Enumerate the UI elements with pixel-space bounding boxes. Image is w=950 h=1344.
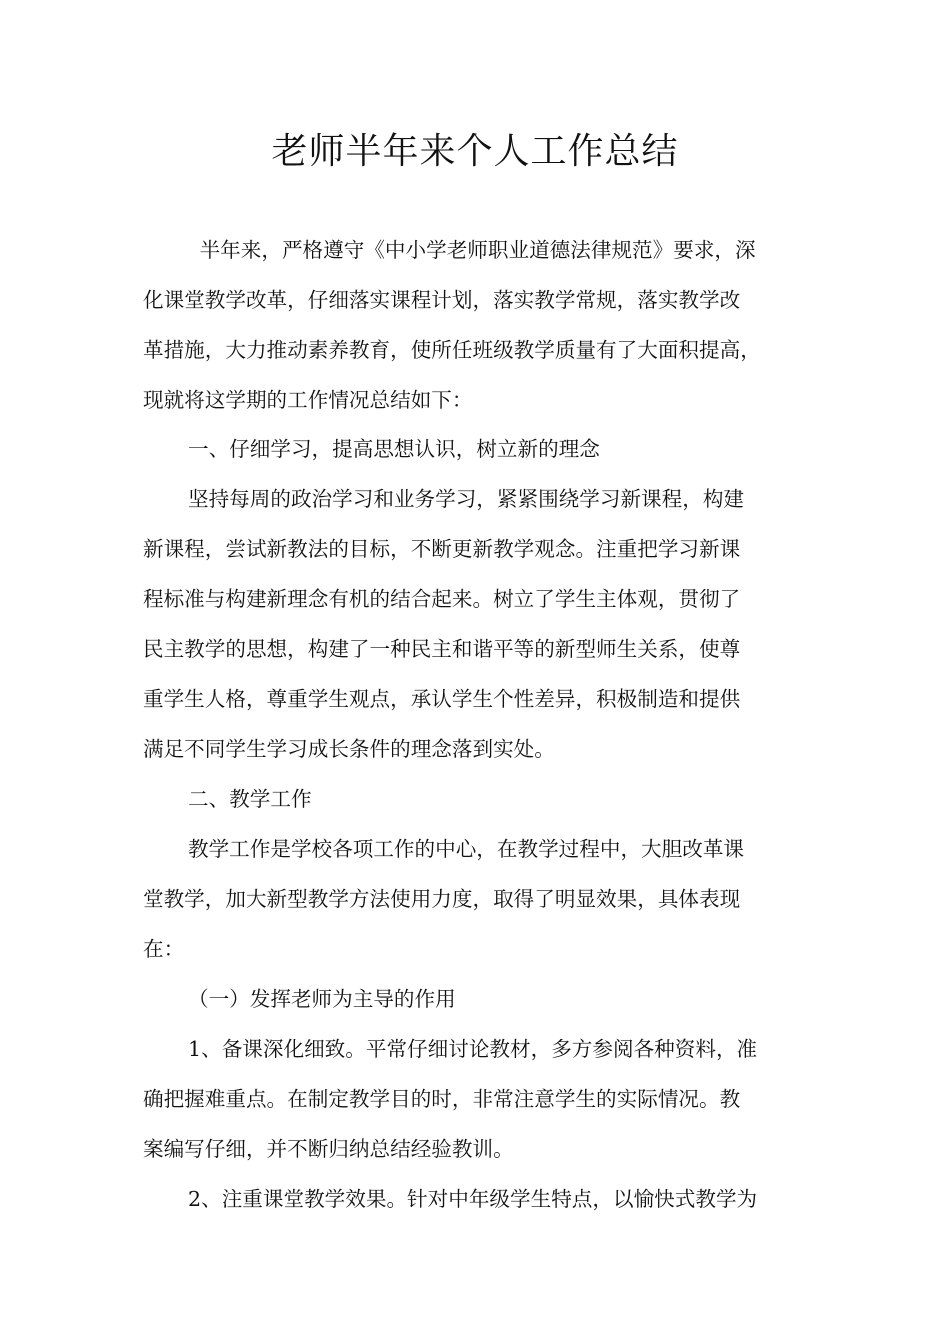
paragraph-line: 坚持每周的政治学习和业务学习，紧紧围绕学习新课程，构建 (188, 487, 745, 511)
paragraph-line: 革措施，大力推动素养教育，使所任班级教学质量有了大面积提高， (143, 338, 761, 362)
paragraph-line: 案编写仔细，并不断归纳总结经验教训。 (143, 1137, 514, 1161)
paragraph-line: 新课程，尝试新教法的目标，不断更新教学观念。注重把学习新课 (143, 537, 741, 561)
paragraph-line: 堂教学，加大新型教学方法使用力度，取得了明显效果，具体表现 (143, 887, 741, 911)
paragraph-line: 现就将这学期的工作情况总结如下： (143, 388, 473, 412)
section-heading: 一、仔细学习，提高思想认识，树立新的理念 (188, 437, 600, 461)
paragraph-line: 1、备课深化细致。平常仔细讨论教材，多方参阅各种资料，准 (188, 1037, 758, 1061)
paragraph-line: 确把握难重点。在制定教学目的时，非常注意学生的实际情况。教 (143, 1087, 741, 1111)
section-heading: 二、教学工作 (188, 787, 312, 811)
paragraph-line: 重学生人格，尊重学生观点，承认学生个性差异，积极制造和提供 (143, 687, 741, 711)
paragraph-line: 在： (143, 937, 185, 961)
paragraph-line: 满足不同学生学习成长条件的理念落到实处。 (143, 737, 555, 761)
paragraph-line: 半年来，严格遵守《中小学老师职业道德法律规范》要求，深 (179, 238, 756, 262)
paragraph-line: 化课堂教学改革，仔细落实课程计划，落实教学常规，落实教学改 (143, 288, 741, 312)
subsection-heading: （一）发挥老师为主导的作用 (188, 987, 456, 1011)
paragraph-line: 程标准与构建新理念有机的结合起来。树立了学生主体观，贯彻了 (143, 587, 741, 611)
paragraph-line: 教学工作是学校各项工作的中心，在教学过程中，大胆改革课 (188, 837, 745, 861)
document-title: 老师半年来个人工作总结 (271, 131, 679, 172)
paragraph-line: 2、注重课堂教学效果。针对中年级学生特点，以愉快式教学为 (188, 1187, 758, 1211)
paragraph-line: 民主教学的思想，构建了一种民主和谐平等的新型师生关系，使尊 (143, 637, 741, 661)
